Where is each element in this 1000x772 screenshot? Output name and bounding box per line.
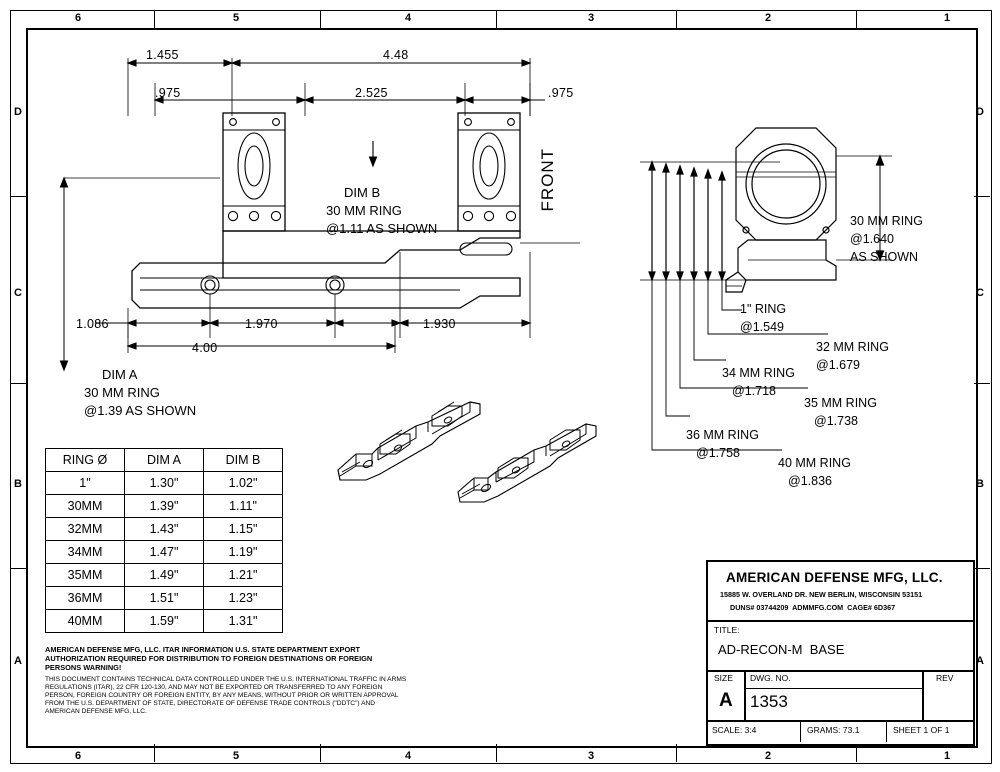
size-value: A (719, 690, 733, 711)
cell-dim-b: 1.21" (204, 564, 283, 587)
header-dim-a: DIM A (125, 449, 204, 472)
cell-dim-a: 1.43" (125, 518, 204, 541)
ring-dimension-table (45, 448, 283, 633)
zone-top-3: 3 (588, 12, 595, 24)
zone-left-B: B (14, 478, 22, 490)
callout-35mm-name: 35 MM RING (804, 396, 877, 410)
cell-ring: 1" (46, 472, 125, 495)
cell-ring: 40MM (46, 610, 125, 633)
callout-1in-name: 1" RING (740, 302, 787, 316)
header-dim-b: DIM B (204, 449, 283, 472)
cell-dim-b: 1.23" (204, 587, 283, 610)
callout-34mm-name: 34 MM RING (722, 366, 795, 380)
zone-right-C: C (976, 287, 984, 299)
title-label: TITLE: (714, 625, 740, 635)
dim-1455: 1.455 (146, 48, 179, 62)
dwg-number: 1353 (750, 692, 788, 711)
zone-top-6: 6 (75, 12, 82, 24)
dim-a-ring: 30 MM RING (84, 385, 160, 400)
callout-36mm-value: @1.758 (696, 446, 740, 460)
itar-warning-block (45, 645, 410, 716)
title-block (706, 560, 975, 746)
dim-b-ring: 30 MM RING (326, 203, 402, 218)
endview-ring-name: 30 MM RING (850, 214, 923, 228)
table-row (46, 541, 283, 564)
end-view-drawing (630, 120, 970, 500)
zone-top-4: 4 (405, 12, 412, 24)
table-header-row (46, 449, 283, 472)
cell-ring: 35MM (46, 564, 125, 587)
dim-2525: 2.525 (355, 86, 388, 100)
cell-dim-a: 1.30" (125, 472, 204, 495)
endview-ring-note: AS SHOWN (850, 250, 919, 264)
cell-ring: 32MM (46, 518, 125, 541)
dim-448: 4.48 (383, 48, 409, 62)
size-label: SIZE (714, 673, 733, 683)
dim-975-left: .975 (155, 86, 181, 100)
dim-b-value: @1.11 AS SHOWN (326, 221, 438, 236)
callout-40mm-name: 40 MM RING (778, 456, 851, 470)
company-name: AMERICAN DEFENSE MFG, LLC. (726, 570, 943, 585)
warning-body: THIS DOCUMENT CONTAINS TECHNICAL DATA CONTROLLED UNDER THE U.S. INTERNATIONAL TRAFFIC IN ARMS REGULATIONS (ITAR), 22 CFR 120-130, AND MAY NOT BE EXPORTED OR TRANSFERRED TO ANY FOREIGN PERSON, FOREIGN COUNTRY OR FOREIGN ENTITY, BY ANY MEANS, WITHOUT PRIOR OR WRITTEN APPROVAL FROM THE U.S. DEPARTMENT OF STATE, DIRECTORATE OF DEFENSE TRADE CONTROLS ("DDTC") AND AMERICAN DEFENSE MFG, LLC. (45, 676, 407, 715)
zone-bottom-2: 2 (765, 750, 772, 762)
cell-dim-b: 1.11" (204, 495, 283, 518)
zone-bottom-5: 5 (233, 750, 240, 762)
company-address: 15885 W. OVERLAND DR. NEW BERLIN, WISCONSIN 53151 (720, 590, 923, 599)
dim-a-label: DIM A (102, 367, 138, 382)
zone-left-C: C (14, 287, 22, 299)
scale-value: SCALE: 3:4 (712, 725, 757, 735)
cell-dim-a: 1.39" (125, 495, 204, 518)
callout-34mm-value: @1.718 (732, 384, 776, 398)
dim-1970: 1.970 (245, 317, 278, 331)
table-row (46, 610, 283, 633)
front-label: FRONT (538, 148, 557, 212)
callout-32mm-name: 32 MM RING (816, 340, 889, 354)
cell-dim-a: 1.59" (125, 610, 204, 633)
dim-1930: 1.930 (423, 317, 456, 331)
cell-dim-b: 1.02" (204, 472, 283, 495)
zone-right-A: A (976, 655, 984, 667)
table-row (46, 495, 283, 518)
sheet-value: SHEET 1 OF 1 (893, 725, 950, 735)
dim-b-label: DIM B (344, 185, 381, 200)
cell-ring: 34MM (46, 541, 125, 564)
zone-right-B: B (976, 478, 984, 490)
zone-right-D: D (976, 106, 984, 118)
cell-dim-a: 1.51" (125, 587, 204, 610)
callout-32mm-value: @1.679 (816, 358, 860, 372)
cell-dim-a: 1.47" (125, 541, 204, 564)
cell-ring: 36MM (46, 587, 125, 610)
callout-40mm-value: @1.836 (788, 474, 832, 488)
zone-left-A: A (14, 655, 22, 667)
table-row (46, 472, 283, 495)
zone-bottom-4: 4 (405, 750, 412, 762)
dim-975-right: .975 (548, 86, 574, 100)
header-ring-dia: RING Ø (46, 449, 125, 472)
table-row (46, 587, 283, 610)
grams-value: GRAMS: 73.1 (807, 725, 860, 735)
zone-bottom-3: 3 (588, 750, 595, 762)
callout-35mm-value: @1.738 (814, 414, 858, 428)
cell-ring: 30MM (46, 495, 125, 518)
warning-heading: AMERICAN DEFENSE MFG, LLC. ITAR INFORMATION U.S. STATE DEPARTMENT EXPORT AUTHORIZATION REQUIRED FOR DISTRIBUTION TO FOREIGN DESTINATIONS OR FOREIGN PERSONS WARNING! (45, 645, 373, 672)
cell-dim-a: 1.49" (125, 564, 204, 587)
cell-dim-b: 1.15" (204, 518, 283, 541)
zone-top-1: 1 (944, 12, 951, 24)
table-row (46, 564, 283, 587)
endview-ring-value: @1.640 (850, 232, 894, 246)
zone-top-2: 2 (765, 12, 772, 24)
dim-1086: 1.086 (76, 317, 109, 331)
drawing-title: AD-RECON-M BASE (718, 642, 845, 657)
dim-400: 4.00 (192, 341, 218, 355)
rev-label: REV (936, 673, 954, 683)
zone-top-5: 5 (233, 12, 240, 24)
callout-36mm-name: 36 MM RING (686, 428, 759, 442)
dim-a-value: @1.39 AS SHOWN (84, 403, 197, 418)
cell-dim-b: 1.31" (204, 610, 283, 633)
isometric-views (320, 382, 610, 512)
zone-left-D: D (14, 106, 22, 118)
zone-bottom-6: 6 (75, 750, 82, 762)
table-row (46, 518, 283, 541)
zone-bottom-1: 1 (944, 750, 951, 762)
dwg-label: DWG. NO. (750, 673, 791, 683)
company-ids: DUNS# 03744209 ADMMFG.COM CAGE# 6D367 (730, 603, 896, 612)
cell-dim-b: 1.19" (204, 541, 283, 564)
callout-1in-value: @1.549 (740, 320, 784, 334)
